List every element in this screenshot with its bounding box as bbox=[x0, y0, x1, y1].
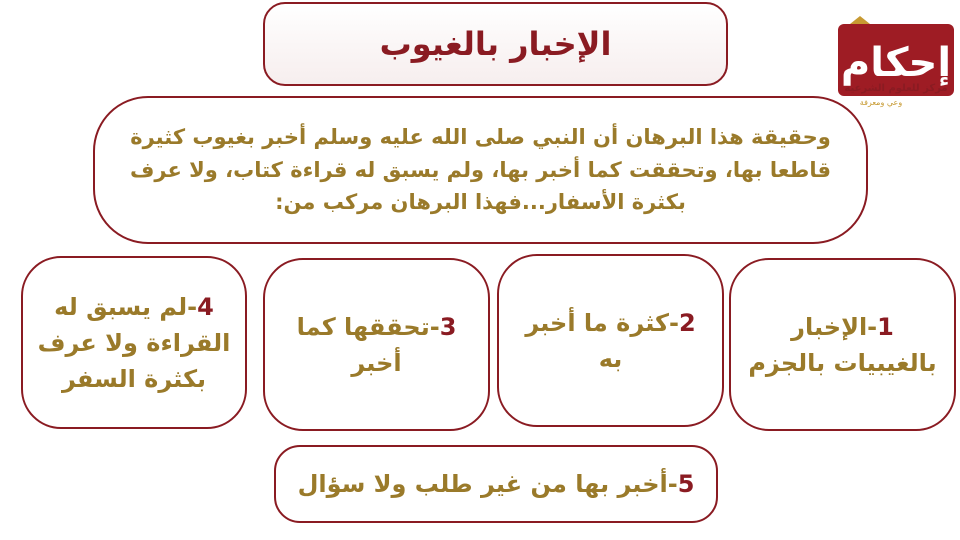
logo-subtitle: مركز للعلوم الشرعية bbox=[844, 83, 948, 94]
point-label-1: -الإخبار بالغيبيات بالجزم bbox=[748, 312, 937, 377]
point-card-5 bbox=[274, 445, 718, 523]
intro-paragraph: وحقيقة هذا البرهان أن النبي صلى الله عليه وسلم أخبر بغيوب كثيرة قاطعا بها، وتحققت كما أخبر بها، ولم يسبق له قراءة كتاب، ولا عرف بكثرة الأسفار...فهذا البرهان مركب من: bbox=[130, 125, 831, 215]
point-card-4 bbox=[21, 256, 247, 429]
point-number-4: 4 bbox=[197, 292, 214, 321]
point-label-5: -أخبر بها من غير طلب ولا سؤال bbox=[297, 470, 678, 498]
point-text-4 bbox=[37, 289, 231, 397]
point-number-1: 1 bbox=[877, 312, 894, 341]
point-number-2: 2 bbox=[678, 308, 696, 337]
point-card-1 bbox=[729, 258, 956, 431]
point-label-2: -كثرة ما أخبر به bbox=[525, 308, 679, 373]
point-number-5: 5 bbox=[677, 470, 695, 498]
point-text-3 bbox=[279, 309, 474, 381]
logo-tagline: وعي ومعرفة bbox=[859, 98, 903, 107]
point-label-3: -تحققها كما أخبر bbox=[296, 312, 440, 377]
point-card-3 bbox=[263, 258, 490, 431]
point-label-4: -لم يسبق له القراءة ولا عرف بكثرة السفر bbox=[37, 292, 231, 393]
intro-box bbox=[93, 96, 868, 244]
title-banner bbox=[263, 2, 728, 86]
point-text-1 bbox=[745, 309, 940, 381]
point-text-2 bbox=[513, 305, 708, 377]
page-title: الإخبار بالغيوب bbox=[379, 25, 612, 63]
logo-name: إحكام bbox=[840, 40, 952, 86]
point-number-3: 3 bbox=[439, 312, 457, 341]
point-text-5 bbox=[298, 466, 695, 502]
point-card-2 bbox=[497, 254, 724, 427]
